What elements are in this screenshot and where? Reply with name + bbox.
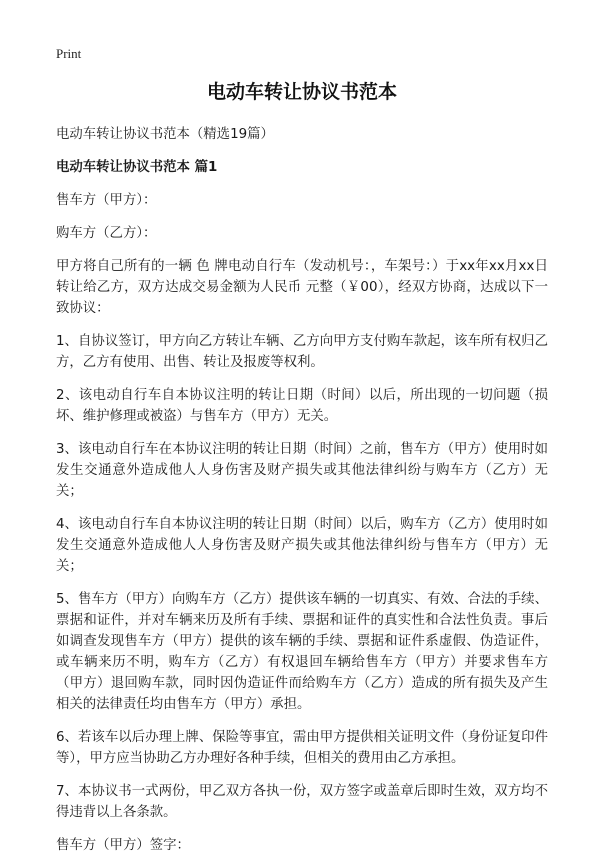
clause-1: 1、自协议签订，甲方向乙方转让车辆、乙方向甲方支付购车款起，该车所有权归乙方，乙方有使用、出售、转让及报废等权利。	[56, 334, 548, 370]
document-body	[56, 78, 548, 868]
clause-2: 2、该电动自行车自本协议注明的转让日期（时间）以后，所出现的一切问题（损坏、维护修理或被盗）与售车方（甲方）无关。	[56, 388, 548, 424]
main-paragraph: 甲方将自己所有的一辆 色 牌电动自行车（发动机号：，车架号：）于xx年xx月xx日转让给乙方，双方达成交易金额为人民币 元整（￥00），经双方协商，达成以下一致协议：	[56, 259, 548, 316]
print-link[interactable]: Print	[56, 46, 82, 61]
clause-7: 7、本协议书一式两份，甲乙双方各执一份，双方签字或盖章后即时生效，双方均不得违背以上各条款。	[56, 784, 548, 820]
clause-3: 3、该电动自行车在本协议注明的转让日期（时间）之前，售车方（甲方）使用时如发生交通意外造成他人人身伤害及财产损失或其他法律纠纷与购车方（乙方）无关；	[56, 442, 548, 499]
clause-5: 5、售车方（甲方）向购车方（乙方）提供该车辆的一切真实、有效、合法的手续、票据和证件，并对车辆来历及所有手续、票据和证件的真实性和合法性负责。事后如调查发现售车方（甲方）提供的该车辆的手续、票据和证件系虚假、伪造证件，或车辆来历不明，购车方（乙方）有权退回车辆给售车方（甲方）并要求售车方（甲方）退回购车款，同时因伪造证件而给购车方（乙方）造成的所有损失及产生相关的法律责任均由售车方（甲方）承担。	[56, 592, 548, 712]
section-title: 电动车转让协议书范本 篇1	[56, 160, 218, 175]
document-title: 电动车转让协议书范本	[206, 81, 397, 103]
intro-text: 电动车转让协议书范本（精选19篇）	[56, 127, 274, 142]
seller-line: 售车方（甲方）：	[56, 193, 157, 208]
clause-4: 4、该电动自行车自本协议注明的转让日期（时间）以后，购车方（乙方）使用时如发生交通意外造成他人人身伤害及财产损失或其他法律纠纷与售车方（甲方）无关；	[56, 517, 548, 574]
buyer-line: 购车方（乙方）：	[56, 226, 157, 241]
clause-6: 6、若该车以后办理上牌、保险等事宜，需由甲方提供相关证明文件（身份证复印件等），甲方应当协助乙方办理好各种手续，但相关的费用由乙方承担。	[56, 730, 548, 766]
seller-signature-line: 售车方（甲方）签字：	[56, 838, 190, 853]
